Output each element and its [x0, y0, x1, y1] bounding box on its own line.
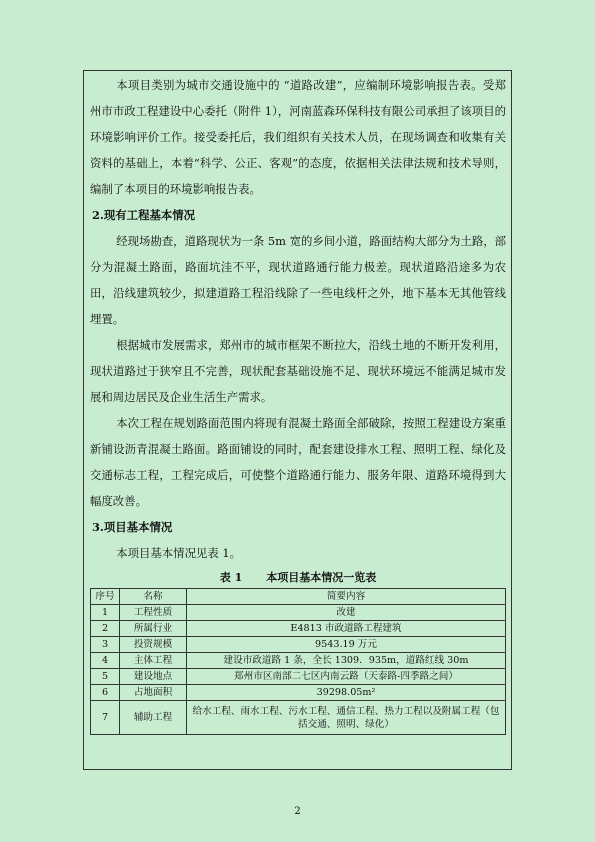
row-content: 9543.19 万元: [187, 637, 506, 653]
page-number: 2: [294, 806, 301, 817]
row-content: E4813 市政道路工程建筑: [187, 621, 506, 637]
table-title-number: 表 1: [219, 571, 243, 584]
section-2-paragraph-2: 根据城市发展需求，郑州市的城市框架不断拉大，沿线土地的不断开发利用，现状道路过于狭窄且不完善，现状配套基础设施不足、现状环境远不能满足城市发展和周边居民及企业生活生产需求。: [90, 338, 506, 404]
row-content: 39298.05m²: [187, 685, 506, 701]
table-row: [91, 637, 506, 653]
table-header-row: [91, 589, 506, 605]
row-name: 主体工程: [120, 653, 187, 669]
row-name: 占地面积: [120, 685, 187, 701]
row-name: 辅助工程: [120, 701, 187, 735]
header-content: 简要内容: [187, 589, 506, 605]
intro-paragraph: 本项目类别为城市交通设施中的 “道路改建”，应编制环境影响报告表。受郑州市市政工程建设中心委托（附件 1），河南蓝森环保科技有限公司承担了该项目的环境影响评价工作。接受委托后，我们组织有关技术人员，在现场调查和收集有关资料的基础上，本着“科学、公正、客观”的态度，依据相关法律法规和技术导则，编制了本项目的环境影响报告表。: [90, 78, 506, 196]
row-index: 1: [91, 605, 120, 621]
table-row: [91, 605, 506, 621]
header-name: 名称: [120, 589, 187, 605]
table-row: [91, 653, 506, 669]
row-name: 工程性质: [120, 605, 187, 621]
row-index: 3: [91, 637, 120, 653]
table-row: [91, 685, 506, 701]
row-content: 改建: [187, 605, 506, 621]
section-2-paragraph-1: 经现场勘查，道路现状为一条 5m 宽的乡间小道，路面结构大部分为土路，部分为混凝土路面，路面坑洼不平，现状道路通行能力极差。现状道路沿途多为农田，沿线建筑较少，拟建道路工程沿线除了一些电线杆之外，地下基本无其他管线埋置。: [90, 234, 507, 326]
table-title-text: 本项目基本情况一览表: [266, 571, 377, 584]
header-index: 序号: [91, 589, 120, 605]
row-content: 郑州市区南部二七区内南云路（天泰路-四季路之间）: [187, 669, 506, 685]
row-content: 建设市政道路 1 条，全长 1309．935m，道路红线 30m: [187, 653, 506, 669]
section-2-paragraph-3: 本次工程在规划路面范围内将现有混凝土路面全部破除，按照工程建设方案重新铺设沥青混凝土路面。路面铺设的同时，配套建设排水工程、照明工程、绿化及交通标志工程，工程完成后，可使整个道路通行能力、服务年限、道路环境得到大幅度改善。: [90, 416, 506, 508]
section-3-paragraph-1: 本项目基本情况见表 1。: [116, 546, 241, 560]
row-index: 6: [91, 685, 120, 701]
row-name: 所属行业: [120, 621, 187, 637]
row-content: 给水工程、雨水工程、污水工程、通信工程、热力工程以及附属工程（包括交通、照明、绿化）: [187, 701, 506, 735]
document-body: [90, 72, 506, 735]
row-index: 5: [91, 669, 120, 685]
row-index: 4: [91, 653, 120, 669]
row-name: 投资规模: [120, 637, 187, 653]
project-info-table: [90, 588, 506, 735]
row-name: 建设地点: [120, 669, 187, 685]
table-title: [90, 570, 506, 586]
section-2-heading: 2.现有工程基本情况: [92, 208, 196, 222]
row-index: 7: [91, 701, 120, 735]
row-index: 2: [91, 621, 120, 637]
table-row: [91, 669, 506, 685]
section-3-heading: 3.项目基本情况: [92, 520, 173, 534]
table-row: [91, 701, 506, 735]
table-row: [91, 621, 506, 637]
